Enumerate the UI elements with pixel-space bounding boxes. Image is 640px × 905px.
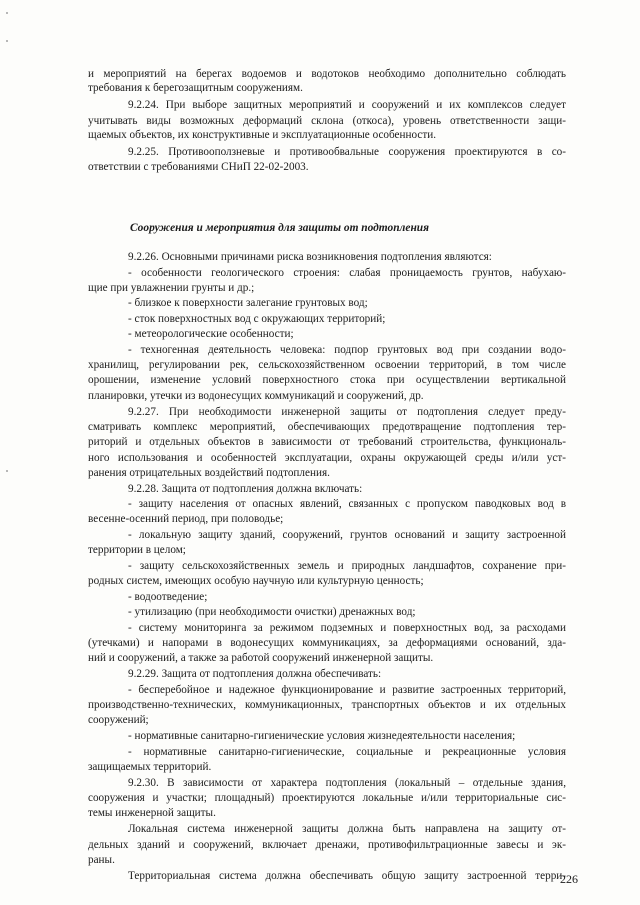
text-line: планировки, утечки из водонесущих коммуникаций и сооружений, др. <box>88 390 424 402</box>
text-line: 9.2.29. Защита от подтопления должна обеспечивать: <box>128 668 382 680</box>
text-line: сооружения и участки; площадный) проектируются локальные и/или территориальные сис- <box>88 792 566 804</box>
scan-edge-mark <box>6 12 8 14</box>
text-line: весенне-осенний период, при половодье; <box>88 513 284 525</box>
scan-edge-mark <box>6 40 8 42</box>
text-line: 9.2.30. В зависимости от характера подтопления (локальный – отдельные здания, <box>128 777 566 789</box>
text-line: (утечками) и напорами в водонесущих коммуникациях, за деформациями оснований, зда- <box>88 637 566 649</box>
text-line: - систему мониторинга за режимом подземных и поверхностных вод, за расходами <box>128 622 566 634</box>
text-line: раны. <box>88 854 115 866</box>
text-line: Территориальная система должна обеспечивать общую защиту застроенной терри- <box>128 870 566 882</box>
text-line: щие при увлажнении грунты и др.; <box>88 282 255 294</box>
text-line: риторий и отдельных объектов в зависимости от требований строительства, функциональ- <box>88 436 566 448</box>
text-line: - утилизацию (при необходимости очистки) дренажных вод; <box>128 606 416 618</box>
text-line: - локальную защиту зданий, сооружений, грунтов оснований и защиту застроенной <box>128 529 566 541</box>
text-line: 9.2.28. Защита от подтопления должна включать: <box>128 483 363 495</box>
text-line: ранения отрицательных воздействий подтопления. <box>88 467 330 479</box>
text-line: хранилищ, регулировании рек, сельскохозяйственном освоении территорий, в том числе <box>88 359 566 371</box>
section-heading: Сооружения и мероприятия для защиты от подтопления <box>130 222 429 234</box>
text-line: ного использования и особенностей эксплуатации, охраны окружающей среды и/или уст- <box>88 452 566 464</box>
text-line: защищаемых территорий. <box>88 761 212 773</box>
text-line: - бесперебойное и надежное функционирование и развитие застроенных территорий, <box>128 684 566 696</box>
text-line: 9.2.26. Основными причинами риска возникновения подтопления являются: <box>128 251 492 263</box>
text-line: Локальная система инженерной защиты должна быть направлена на защиту от- <box>128 823 566 835</box>
text-line: - метеорологические особенности; <box>128 328 294 340</box>
text-line: 9.2.25. Противооползневые и противообвальные сооружения проектируются в со- <box>128 146 566 158</box>
text-line: орошении, изменение условий поверхностного стока при осуществлении вертикальной <box>88 374 566 386</box>
text-line: - сток поверхностных вод с окружающих территорий; <box>128 313 386 325</box>
text-line: щаемых объектов, их конструктивные и эксплуатационные особенности. <box>88 129 436 141</box>
text-line: - водоотведение; <box>128 591 208 603</box>
text-line: сооружений; <box>88 714 149 726</box>
text-line: темы инженерной защиты. <box>88 807 216 819</box>
text-line: и мероприятий на берегах водоемов и водотоков необходимо дополнительно соблюдать <box>88 68 566 80</box>
text-line: ответствии с требованиями СНиП 22-02-2003. <box>88 161 309 173</box>
text-line: учитывать виды возможных деформаций склона (откоса), уровень ответственности защи- <box>88 115 566 127</box>
text-line: - нормативные санитарно-гигиенические, социальные и рекреационные условия <box>128 746 566 758</box>
text-line: 9.2.24. При выборе защитных мероприятий и сооружений и их комплексов следует <box>128 99 566 111</box>
page-number: 226 <box>560 872 578 886</box>
scan-edge-mark <box>6 470 8 472</box>
text-line: - техногенная деятельность человека: подпор грунтовых вод при создании водо- <box>128 344 566 356</box>
text-line: дельных зданий и сооружений, включает дренажи, противофильтрационные завесы и эк- <box>88 839 566 851</box>
text-line: родных систем, имеющих особую научную или культурную ценность; <box>88 575 424 587</box>
text-line: 9.2.27. При необходимости инженерной защиты от подтопления следует преду- <box>128 406 566 418</box>
text-line: производственно-технических, коммуникационных, транспортных объектов и их отдельных <box>88 699 566 711</box>
text-line: территории в целом; <box>88 544 186 556</box>
text-line: сматривать комплекс мероприятий, обеспечивающих предотвращение подтопления тер- <box>88 421 566 433</box>
text-line: требования к берегозащитным сооружениям. <box>88 82 303 94</box>
text-line: - близкое к поверхности залегание грунтовых вод; <box>128 297 368 309</box>
text-line: ний и сооружений, а также за работой сооружений инженерной защиты. <box>88 652 434 664</box>
text-line: - нормативные санитарно-гигиенические условия жизнедеятельности населения; <box>128 730 516 742</box>
text-line: - защиту сельскохозяйственных земель и природных ландшафтов, сохранение при- <box>128 560 566 572</box>
text-line: - защиту населения от опасных явлений, связанных с пропуском паводковых вод в <box>128 498 566 510</box>
text-line: - особенности геологического строения: слабая проницаемость грунтов, набухаю- <box>128 267 566 279</box>
